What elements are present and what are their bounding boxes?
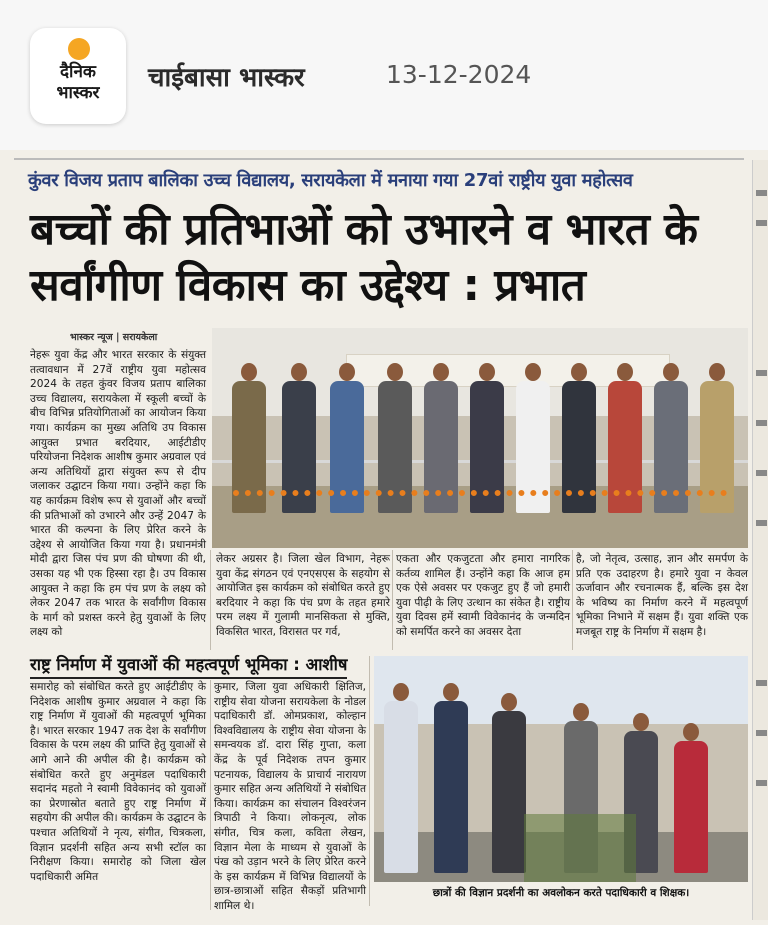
person xyxy=(434,683,468,873)
article-headline: बच्चों की प्रतिभाओं को उभारने व भारत के सर्वांगीण विकास का उद्देश्य : प्रभात xyxy=(30,204,698,311)
edition-title: चाईबासा भास्कर xyxy=(148,63,305,93)
article-column-1: नेहरू युवा केंद्र और भारत सरकार के संयुक्त तत्वावधान में 27वें राष्ट्रीय युवा महोत्सव 2024 के तहत कुंवर विजय प्रताप बालिका उच्च विद्यालय, सरायकेला में स्कूली बच्चों के बीच विभिन्न प्रतियोगिताओं का आयोजन किया गया। कार्यक्रम का मुख्य अतिथि उप विकास आयुक्त प्रभात बरदियार, आईटीडीए परियोजना निदेशक आशीष कुमार अग्रवाल एवं अन्य अतिथियों द्वारा संयुक्त रूप से दीप जलाकर उद्घाटन किया गया। उन्होंने कहा कि यह कार्यक्रम विशेष रूप से युवाओं और बच्चों की प्रतिभाओं को उभारने और उन्हें 2047 के भारत की कल्पना के लिए प्रेरित करने के उद्देश्य से आयोजित किया गया है। प्रधानमंत्री मोदी द्वारा जिस पंच प्रण की घोषणा की थी, उसका यह भी एक हिस्सा रहा है। उप विकास आयुक्त ने कहा कि हम पंच प्रण के लक्ष्य को लेकर 2047 तक भारत के सर्वांगीण विकास के मार्ग को प्रशस्त करने हेतु युवाओं के लिए लक्ष्य को xyxy=(30,349,206,639)
article-kicker: कुंवर विजय प्रताप बालिका उच्च विद्यालय, सरायकेला में मनाया गया 27वां राष्ट्रीय युवा महोत्सव xyxy=(28,170,633,191)
article-column-3: एकता और एकजुटता और हमारा नागरिक कर्तव्य शामिल हैं। उन्होंने कहा कि आज हम एक ऐसे अवसर पर एकजुट हुए हैं जो हमारी युवा पीढ़ी के लिए उत्थान का संकेत है। राष्ट्रीय युवा दिवस हमें स्वामी विवेकानंद के जन्मदिन को समर्पित करने का अवसर देता xyxy=(396,553,570,638)
adjacent-article-edge xyxy=(752,160,768,920)
inauguration-photo xyxy=(212,328,748,548)
article-column-6: कुमार, जिला युवा अधिकारी क्षितिज, राष्ट्रीय सेवा योजना सरायकेला के नोडल पदाधिकारी डॉ. ओमप्रकाश, कोल्हान विश्वविद्यालय के राष्ट्रीय सेवा योजना के समन्वयक डॉ. दारा सिंह गुप्ता, कला केंद्र के पूर्व निदेशक तपन कुमार पटनायक, विद्यालय के प्राचार्य नारायण कुमार सहित अन्य अतिथियों ने संबोधित किया। कार्यक्रम का संचालन विश्वरंजन त्रिपाठी ने किया। लोकनृत्य, लोक संगीत, चित्र कला, कविता लेखन, विज्ञान मेला के माध्यम से युवाओं के पंख को उड़ान भरने के लिए प्रेरित करने के इस कार्यक्रम में विभिन्न विद्यालयों के छात्र-छात्राओं सहित सैकड़ों प्रतिभागी शामिल थे। xyxy=(214,681,366,912)
marigold-garland xyxy=(233,478,726,496)
article-column-5: समारोह को संबोधित करते हुए आईटीडीए के निदेशक आशीष कुमार अग्रवाल ने कहा कि राष्ट्र निर्माण में युवाओं की महत्वपूर्ण भूमिका है। भारत सरकार 1947 तक देश के सर्वांगीण विकास के परम लक्ष्य की प्राप्ति हेतु युवाओं से आगे आने की अपील की है। कार्यक्रम को संबोधित करते हुए अनुमंडल पदाधिकारी सदानंद महतो ने स्वामी विवेकानंद को युवाओं का प्रेरणास्रोत बताते हुए राष्ट्र निर्माण में सहयोग की अपील की। कार्यक्रम के उद्घाटन के पश्चात अतिथियों ने नृत्य, संगीत, चित्रकला, विज्ञान प्रदर्शनी सहित अन्य सभी स्टॉल का निरीक्षण किया। समारोह को जिला खेल पदाधिकारी अमित xyxy=(30,681,206,883)
article-column-2: लेकर अग्रसर है। जिला खेल विभाग, नेहरू युवा केंद्र संगठन एवं एनएसएस के सहयोग से आयोजित इस कार्यक्रम को संबोधित करते हुए बरदियार ने कहा कि पंच प्रण के तहत हमारे परम लक्ष्य में गुलामी मानसिकता से मुक्ति, विकसित भारत, विरासत पर गर्व, xyxy=(216,553,390,638)
photo-caption: छात्रों की विज्ञान प्रदर्शनी का अवलोकन करते पदाधिकारी व शिक्षक। xyxy=(432,887,690,899)
newspaper-clipping xyxy=(0,150,768,925)
sun-icon xyxy=(68,38,90,60)
person xyxy=(492,693,526,873)
person xyxy=(384,683,418,873)
plant-exhibit xyxy=(524,814,636,882)
logo-text-line1: दैनिक xyxy=(60,62,96,82)
dainik-bhaskar-logo[interactable] xyxy=(30,28,126,124)
edition-date: 13-12-2024 xyxy=(386,60,532,89)
logo-text-line2: भास्कर xyxy=(56,83,100,103)
article-subheading: राष्ट्र निर्माण में युवाओं की महत्वपूर्ण भूमिका : आशीष xyxy=(30,652,347,679)
science-exhibition-photo xyxy=(374,656,748,882)
article-byline: भास्कर न्यूज | सरायकेला xyxy=(70,332,158,343)
article-column-4: है, जो नेतृत्व, उत्साह, ज्ञान और समर्पण के प्रति एक उदाहरण है। हमारे युवा न केवल ऊर्जावान और रचनात्मक हैं, बल्कि इस देश के भविष्य का निर्माण करने में महत्वपूर्ण भूमिका निभाने में सक्षम हैं। युवा शक्ति एक मजबूत राष्ट्र के निर्माण में सक्षम है। xyxy=(576,553,748,638)
person xyxy=(674,723,708,873)
top-rule xyxy=(14,158,744,160)
app-header xyxy=(0,0,768,150)
